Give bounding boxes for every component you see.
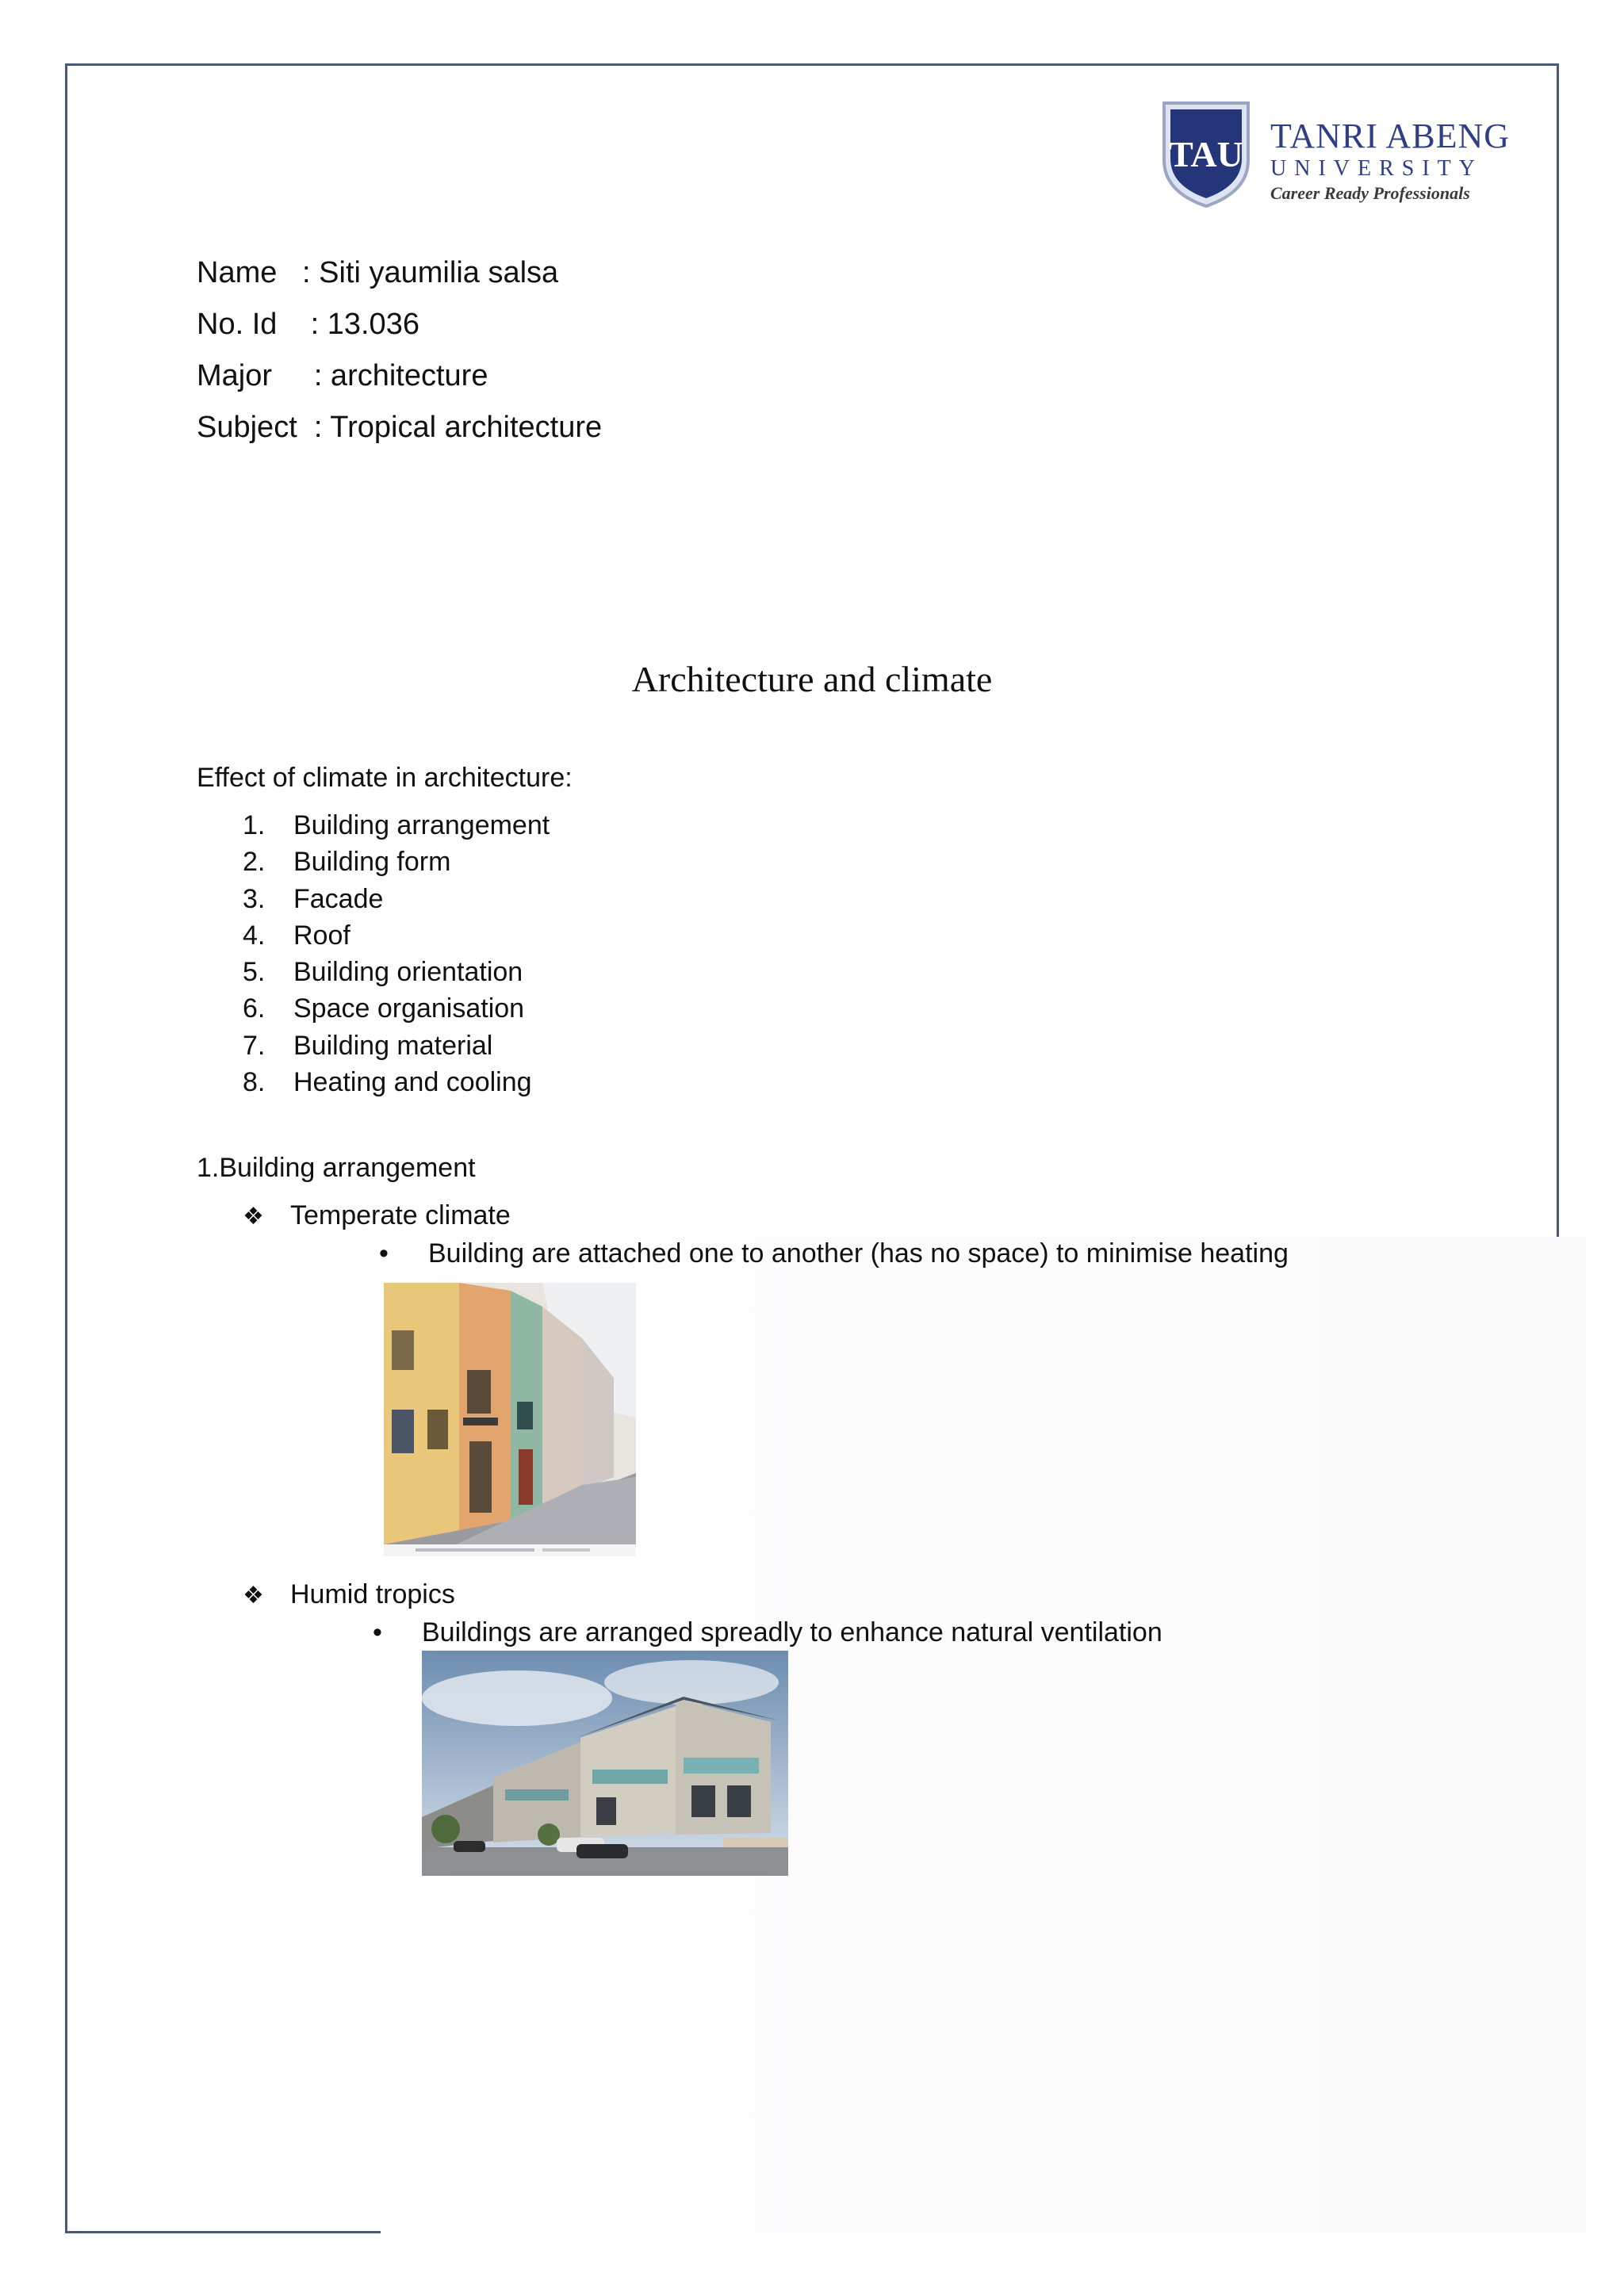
- effects-list: [243, 807, 550, 1100]
- list-item: 7. Building material: [243, 1030, 493, 1061]
- logo-university-label: UNIVERSITY: [1270, 156, 1483, 181]
- temperate-buildings-photo: [384, 1283, 636, 1556]
- list-item: 5. Building orientation: [243, 957, 523, 988]
- list-item: 1. Building arrangement: [243, 810, 550, 840]
- logo-tagline: Career Ready Professionals: [1270, 183, 1470, 203]
- bullet-dot-icon: •: [373, 1617, 382, 1647]
- diamond-bullet-icon: ❖: [243, 1203, 264, 1230]
- info-row-name: Name : Siti yaumilia salsa: [197, 256, 559, 289]
- bullet-dot-icon: •: [379, 1238, 389, 1269]
- bullet-humid: • Buildings are arranged spreadly to enhance natural ventilation: [373, 1617, 1162, 1647]
- list-item: 3. Facade: [243, 883, 384, 914]
- bullet-temperate: • Building are attached one to another (has no space) to minimise heating: [379, 1238, 1289, 1269]
- info-row-id: No. Id : 13.036: [197, 308, 419, 341]
- logo-university-name: TANRI ABENG: [1270, 117, 1511, 155]
- document-title: Architecture and climate: [631, 659, 993, 699]
- diamond-bullet-icon: ❖: [243, 1582, 264, 1609]
- humid-buildings-photo: [422, 1651, 788, 1876]
- info-row-major: Major : architecture: [197, 359, 488, 392]
- subsection-humid: ❖ Humid tropics: [243, 1579, 455, 1609]
- street-photo-icon: [384, 1283, 636, 1556]
- section-heading: 1.Building arrangement: [197, 1153, 476, 1183]
- info-row-subject: Subject : Tropical architecture: [197, 411, 603, 444]
- list-item: 8. Heating and cooling: [243, 1067, 532, 1098]
- townhouses-photo-icon: [422, 1651, 788, 1876]
- student-info: [197, 247, 602, 453]
- logo-monogram: TAU: [1169, 134, 1243, 174]
- list-item: 6. Space organisation: [243, 993, 525, 1024]
- intro-text: Effect of climate in architecture:: [197, 763, 573, 793]
- list-item: 2. Building form: [243, 847, 451, 878]
- subsection-temperate: ❖ Temperate climate: [243, 1200, 511, 1230]
- shield-icon: [1159, 98, 1253, 209]
- university-logo: [1159, 98, 1524, 217]
- list-item: 4. Roof: [243, 920, 350, 951]
